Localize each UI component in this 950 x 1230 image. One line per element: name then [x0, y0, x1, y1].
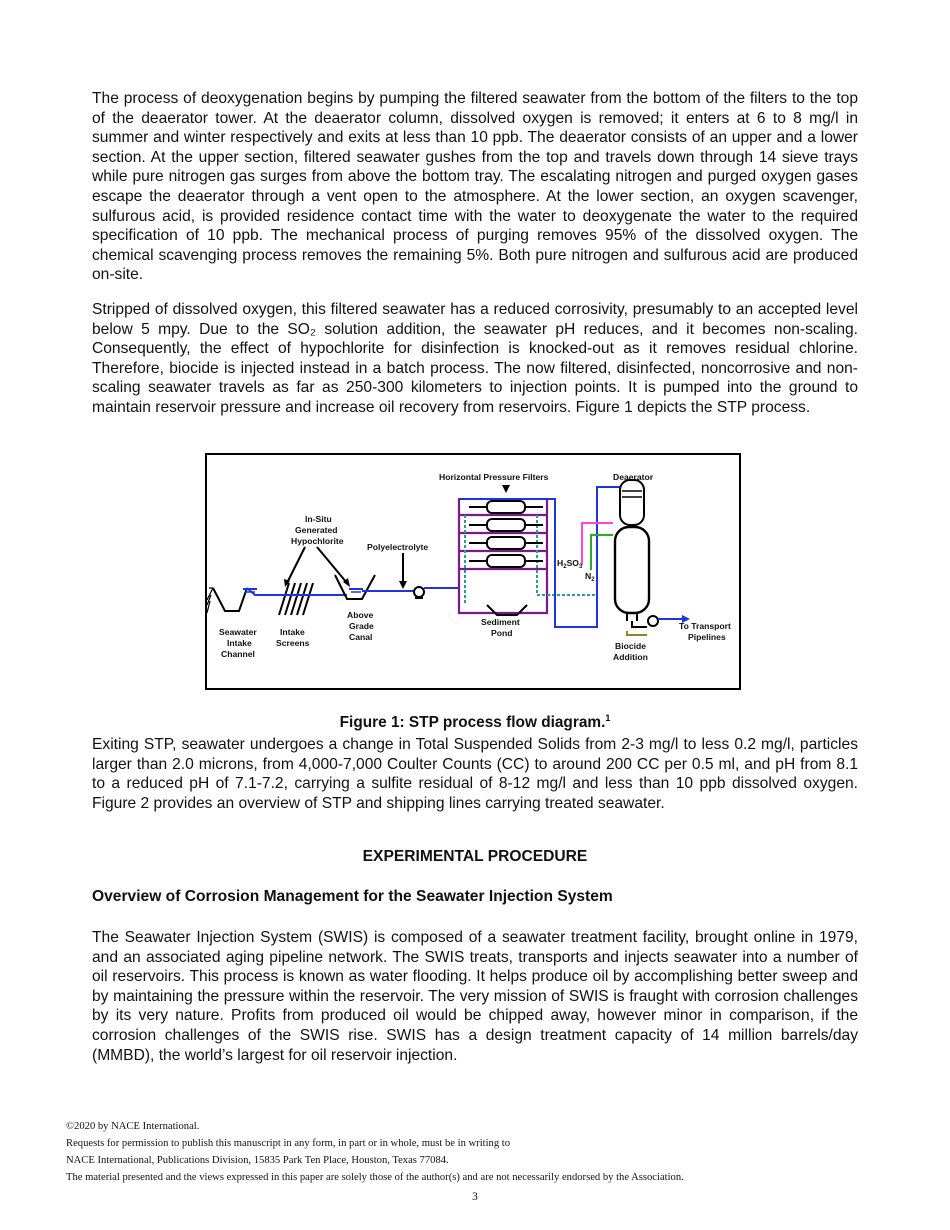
label-canal-1: Above	[347, 610, 374, 620]
caption-text: Figure 1: STP process flow diagram.	[339, 714, 606, 732]
label-transport-2: Pipelines	[688, 632, 726, 642]
label-screens-1: Intake	[280, 627, 305, 637]
filters-arrow	[502, 485, 510, 493]
label-canal-3: Canal	[349, 632, 373, 642]
label-transport-1: To Transport	[679, 621, 731, 631]
label-filters: Horizontal Pressure Filters	[439, 472, 549, 482]
body-paragraph-2: Stripped of dissolved oxygen, this filtered seawater has a reduced corrosivity, presumably to an accepted level below 5 mpy. Due to the SO₂ solution addition, the seawater pH reduces, and it becomes non-scaling. Consequently, the effect of hypochlorite for disinfection is knocked-out as it removes residual chlorine. Therefore, biocide is injected instead in a batch process. The now filtered, disinfected, noncorrosive and non-scaling seawater travels as far as 250-300 kilometers to injection points. It is pumped into the ground to maintain reservoir pressure and increase oil recovery from reservoirs. Figure 1 depicts the STP process.	[92, 301, 858, 416]
label-insitu-1: In-Situ	[305, 514, 332, 524]
hypochlorite-arrow-2	[317, 547, 347, 583]
label-n2: $N_2$	[585, 571, 595, 583]
label-screens-2: Screens	[276, 638, 310, 648]
label-channel-2: Intake	[227, 638, 252, 648]
deaerator-outlet	[632, 621, 647, 627]
polyelectrolyte-arrowhead	[399, 581, 407, 589]
intake-screens-shape	[279, 583, 313, 615]
figure-caption	[0, 713, 950, 732]
biocide-line	[627, 631, 647, 635]
stp-flow-diagram	[207, 455, 738, 687]
label-deaerator: Deaerator	[613, 472, 654, 482]
label-insitu-2: Generated	[295, 525, 338, 535]
pump-icon	[414, 587, 424, 597]
label-pond-2: Pond	[491, 628, 513, 638]
deaerator-tower	[615, 480, 649, 621]
label-channel-3: Channel	[221, 649, 255, 659]
caption-reference: 1	[605, 713, 611, 723]
body-paragraph-4: The Seawater Injection System (SWIS) is composed of a seawater treatment facility, brought online in 1979, and an associated aging pipeline network. The SWIS treats, transports and injects seawater into a number of oil reservoirs. This process is known as water flooding. It helps produce oil by accomplishing better sweep and by maintaining the pressure within the reservoir. The very mission of SWIS is fraught with corrosion challenges by its very nature. Profits from produced oil would be chipped away, however minor in comparison, if the corrosion challenges of the SWIS rise. SWIS has a design treatment capacity of 14 million barrels/day (MMBD), the world’s largest for oil reservoir injection.	[92, 929, 858, 1064]
footer-copyright: ©2020 by NACE International.	[66, 1121, 200, 1132]
label-polyelectrolyte: Polyelectrolyte	[367, 542, 429, 552]
label-canal-2: Grade	[349, 621, 374, 631]
footer-address: NACE International, Publications Division, 15835 Park Ten Place, Houston, Texas 77084.	[66, 1155, 449, 1166]
intake-channel-shape	[213, 588, 247, 611]
body-paragraph-3: Exiting STP, seawater undergoes a change in Total Suspended Solids from 2-3 mg/l to less 0.2 mg/l, particles larger than 2.0 microns, from 4,000-7,000 Coulter Counts (CC) to around 200 CC per 0.5 ml, and pH from 8.1 to a reduced pH of 7.1-7.2, carrying a sulfite residual of 8-12 mg/l and less than 10 ppb dissolved oxygen. Figure 2 provides an overview of STP and shipping lines carrying treated seawater.	[92, 736, 858, 812]
label-channel-1: Seawater	[219, 627, 257, 637]
label-insitu-3: Hypochlorite	[291, 536, 344, 546]
footer-permission: Requests for permission to publish this manuscript in any form, in part or in whole, must be in writing to	[66, 1138, 511, 1149]
label-h2so3: $H_2SO_3$	[557, 558, 583, 570]
body-paragraph-1: The process of deoxygenation begins by pumping the filtered seawater from the bottom of the filters to the top of the deaerator tower. At the deaerator column, dissolved oxygen is removed; it enters at 6 to 8 mg/l in summer and winter respectively and exits at less than 10 ppb. The deaerator consists of an upper and a lower section. At the upper section, filtered seawater gushes from the top and travels down through 14 sieve trays while pure nitrogen gas surges from above the bottom tray. The escalating nitrogen and purged oxygen gases escape the deaerator through a vent open to the atmosphere. At the lower section, an oxygen scavenger, sulfurous acid, is provided residence contact time with the water to deoxygenate the water to the required specification of 10 ppb. The mechanical process of purging removes 95% of the dissolved oxygen. The chemical scavenging process removes the remaining 5%. Both pure nitrogen and sulfurous acid are produced on-site.	[92, 90, 858, 284]
label-biocide-1: Biocide	[615, 641, 647, 651]
label-pond-1: Sediment	[481, 617, 520, 627]
figure-1-stp-diagram	[205, 453, 741, 690]
page-number: 3	[472, 1191, 478, 1203]
n2-line	[591, 535, 613, 570]
export-pump-icon	[648, 616, 658, 626]
section-heading: EXPERIMENTAL PROCEDURE	[362, 848, 588, 865]
intake-channel-hatch	[207, 588, 213, 613]
label-biocide-2: Addition	[613, 652, 648, 662]
footer-disclaimer: The material presented and the views expressed in this paper are solely those of the author(s) and are not necessarily endorsed by the Association.	[66, 1172, 684, 1183]
subsection-heading: Overview of Corrosion Management for the Seawater Injection System	[92, 888, 613, 905]
hypochlorite-arrow-1	[287, 547, 305, 583]
